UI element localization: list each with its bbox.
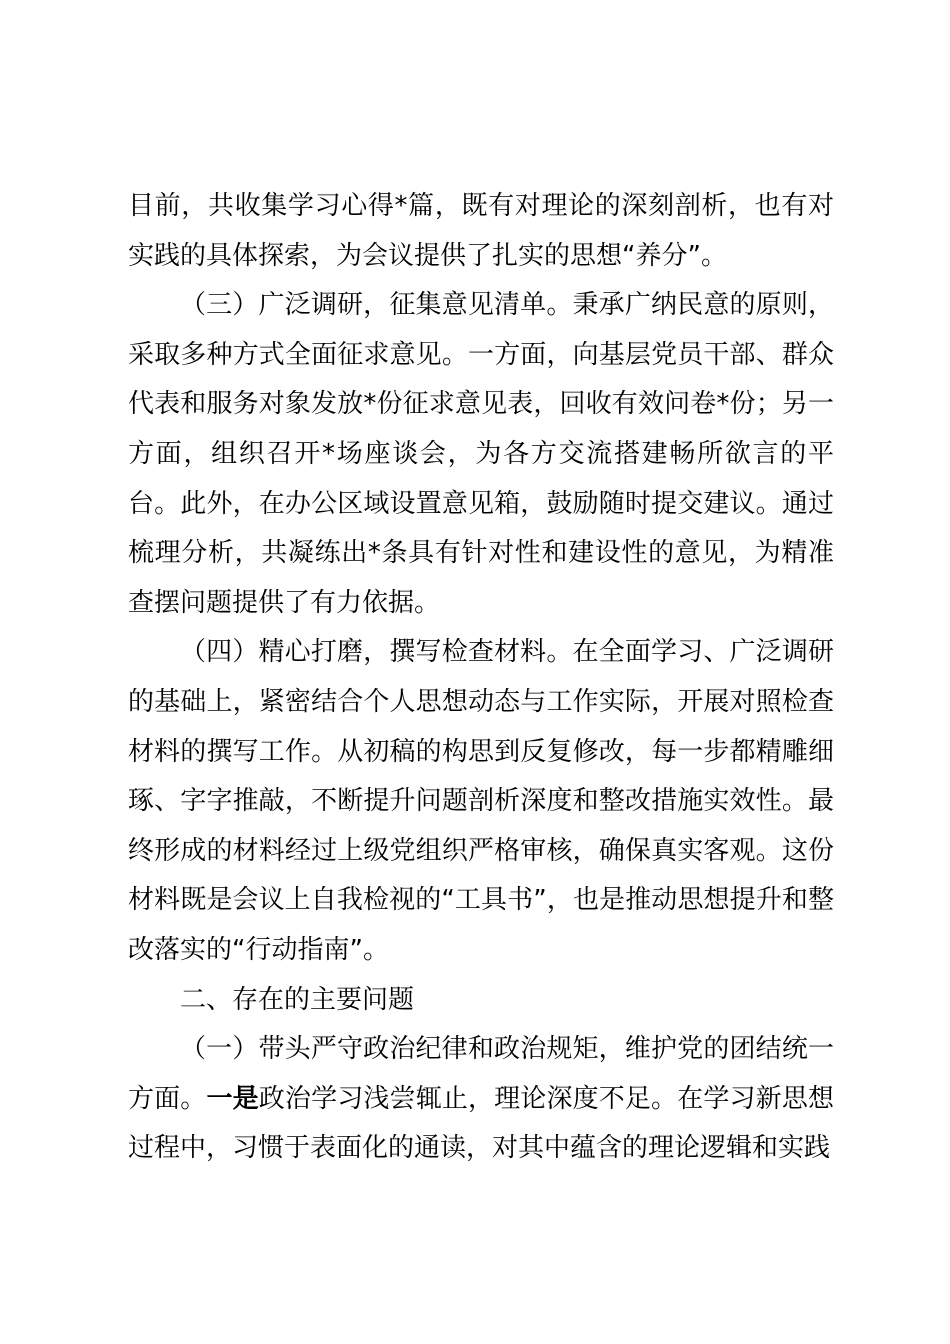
paragraph-problem-1 [128, 1025, 834, 1174]
body-text [128, 182, 834, 1174]
paragraph-continuation: 目前，共收集学习心得*篇，既有对理论的深刻剖析，也有对实践的具体探索，为会议提供了扎实的思想“养分”。 [128, 191, 834, 271]
heading-main-problems: 二、存在的主要问题 [180, 984, 415, 1015]
paragraph-section-3: （三）广泛调研，征集意见清单。秉承广纳民意的原则，采取多种方式全面征求意见。一方面，向基层党员干部、群众代表和服务对象发放*份征求意见表，回收有效问卷*份；另一方面，组织召开*场座谈会，为各方交流搭建畅所欲言的平台。此外，在办公区域设置意见箱，鼓励随时提交建议。通过梳理分析，共凝练出*条具有针对性和建设性的意见，为精准查摆问题提供了有力依据。 [128, 290, 834, 618]
paragraph-section-4: （四）精心打磨，撰写检查材料。在全面学习、广泛调研的基础上，紧密结合个人思想动态与工作实际，开展对照检查材料的撰写工作。从初稿的构思到反复修改，每一步都精雕细琢、字字推敲，不断提升问题剖析深度和整改措施实效性。最终形成的材料经过上级党组织严格审核，确保真实客观。这份材料既是会议上自我检视的“工具书”，也是推动思想提升和整改落实的“行动指南”。 [128, 637, 834, 965]
bold-marker-first: 一是 [206, 1083, 259, 1114]
paragraph-problem-1-body: 政治学习浅尝辄止，理论深度不足。在学习新思想过程中，习惯于表面化的通读，对其中蕴含的理论逻辑和实践 [128, 1083, 834, 1164]
paragraph-problem-1-lead: （一）带头严守政治纪律和政治规矩，维护党的团结统一方面。 [128, 1034, 834, 1114]
